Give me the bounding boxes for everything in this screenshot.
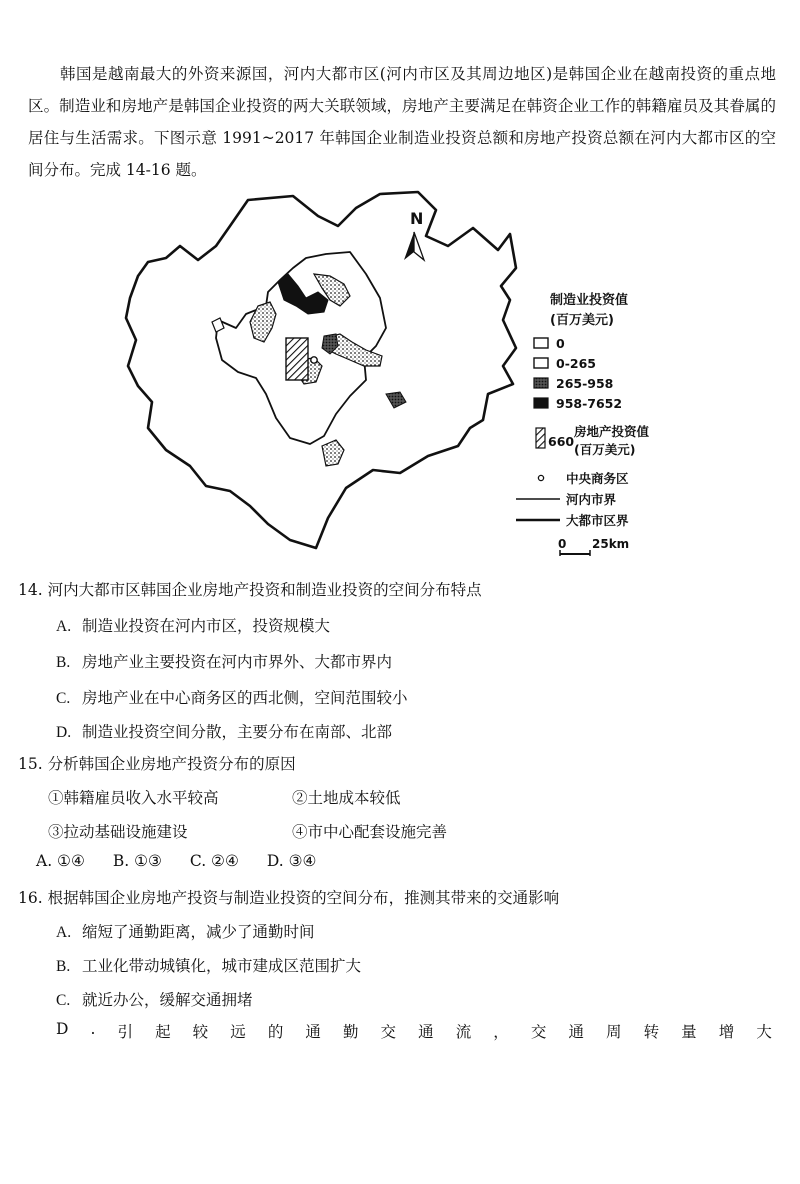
legend-item-2: 265-958 [556, 376, 614, 391]
legend-cbd: 中央商务区 [566, 471, 629, 486]
q16-option-d[interactable]: D . 引 起 较 远 的 通 勤 交 通 流 ， 交 通 周 转 量 增 大 [56, 1020, 772, 1041]
q15-answer-b[interactable]: B. ①③ [112, 852, 162, 870]
q15-items-row-2 [48, 820, 447, 842]
hanoi-investment-map [118, 188, 678, 560]
legend-unit: (百万美元) [550, 313, 614, 328]
legend-realestate-value: 660 [548, 434, 575, 449]
q15-item-2: ②土地成本较低 [292, 789, 401, 807]
north-arrow [404, 209, 424, 260]
legend [516, 292, 650, 556]
q14-stem: 14. 河内大都市区韩国企业房地产投资和制造业投资的空间分布特点 [18, 581, 482, 599]
legend-item-0: 0 [556, 336, 565, 351]
svg-text:N: N [410, 209, 424, 228]
q15-answer-a[interactable]: A. ①④ [36, 852, 85, 870]
realestate-bar [286, 338, 308, 380]
q16-option-c[interactable]: C. 就近办公，缓解交通拥堵 [56, 991, 253, 1009]
q16-option-a[interactable]: A. 缩短了通勤距离，减少了通勤时间 [56, 923, 315, 941]
q15-item-4: ④市中心配套设施完善 [292, 823, 448, 841]
legend-hanoi-boundary: 河内市界 [566, 492, 617, 507]
q15-stem: 15. 分析韩国企业房地产投资分布的原因 [18, 755, 296, 773]
q15-answer-c[interactable]: C. ②④ [189, 852, 239, 870]
manufacturing-region-southeast [386, 392, 406, 408]
legend-item-3: 958-7652 [556, 396, 623, 411]
legend-title: 制造业投资值 [550, 293, 629, 308]
map-svg [118, 188, 678, 560]
q14-option-a[interactable]: A. 制造业投资在河内市区，投资规模大 [56, 617, 331, 635]
svg-text:0: 0 [558, 537, 567, 551]
intro-paragraph: 韩国是越南最大的外资来源国，河内大都市区(河内市区及其周边地区)是韩国企业在越南投资的重点地区。制造业和房地产是韩国企业投资的两大关联领域，房地产主要满足在韩资企业工作的韩籍雇员及其眷属的居住与生活需求。下图示意 1991~2017 年韩国企业制造业投资总额和房地产投资总额在河内大都市区的空间分布。完成 14-16 题。 [28, 65, 776, 179]
q15-item-1: ①韩籍雇员收入水平较高 [48, 789, 219, 807]
svg-text:25km: 25km [592, 537, 630, 551]
manufacturing-region-small-west [212, 318, 224, 332]
q15-items-row-1 [48, 786, 401, 808]
manufacturing-region-west [250, 302, 276, 342]
legend-item-1: 0-265 [556, 356, 596, 371]
legend-realestate-title: 房地产投资值 [574, 424, 650, 439]
q15-item-3: ③拉动基础设施建设 [48, 823, 188, 841]
q14-option-b[interactable]: B. 房地产业主要投资在河内市界外、大都市界内 [56, 653, 393, 671]
q14-option-d[interactable]: D. 制造业投资空间分散，主要分布在南部、北部 [56, 723, 393, 741]
scale-bar [558, 537, 629, 556]
cbd-marker [311, 357, 317, 363]
q15-answers [36, 852, 344, 870]
legend-metro-boundary: 大都市区界 [566, 513, 629, 528]
q14-option-c[interactable]: C. 房地产业在中心商务区的西北侧，空间范围较小 [56, 689, 408, 707]
q16-stem: 16. 根据韩国企业房地产投资与制造业投资的空间分布，推测其带来的交通影响 [18, 889, 560, 907]
legend-realestate-unit: (百万美元) [574, 442, 636, 457]
q15-answer-d[interactable]: D. ③④ [266, 852, 317, 870]
q16-option-b[interactable]: B. 工业化带动城镇化，城市建成区范围扩大 [56, 957, 362, 975]
manufacturing-region-south [322, 440, 344, 466]
